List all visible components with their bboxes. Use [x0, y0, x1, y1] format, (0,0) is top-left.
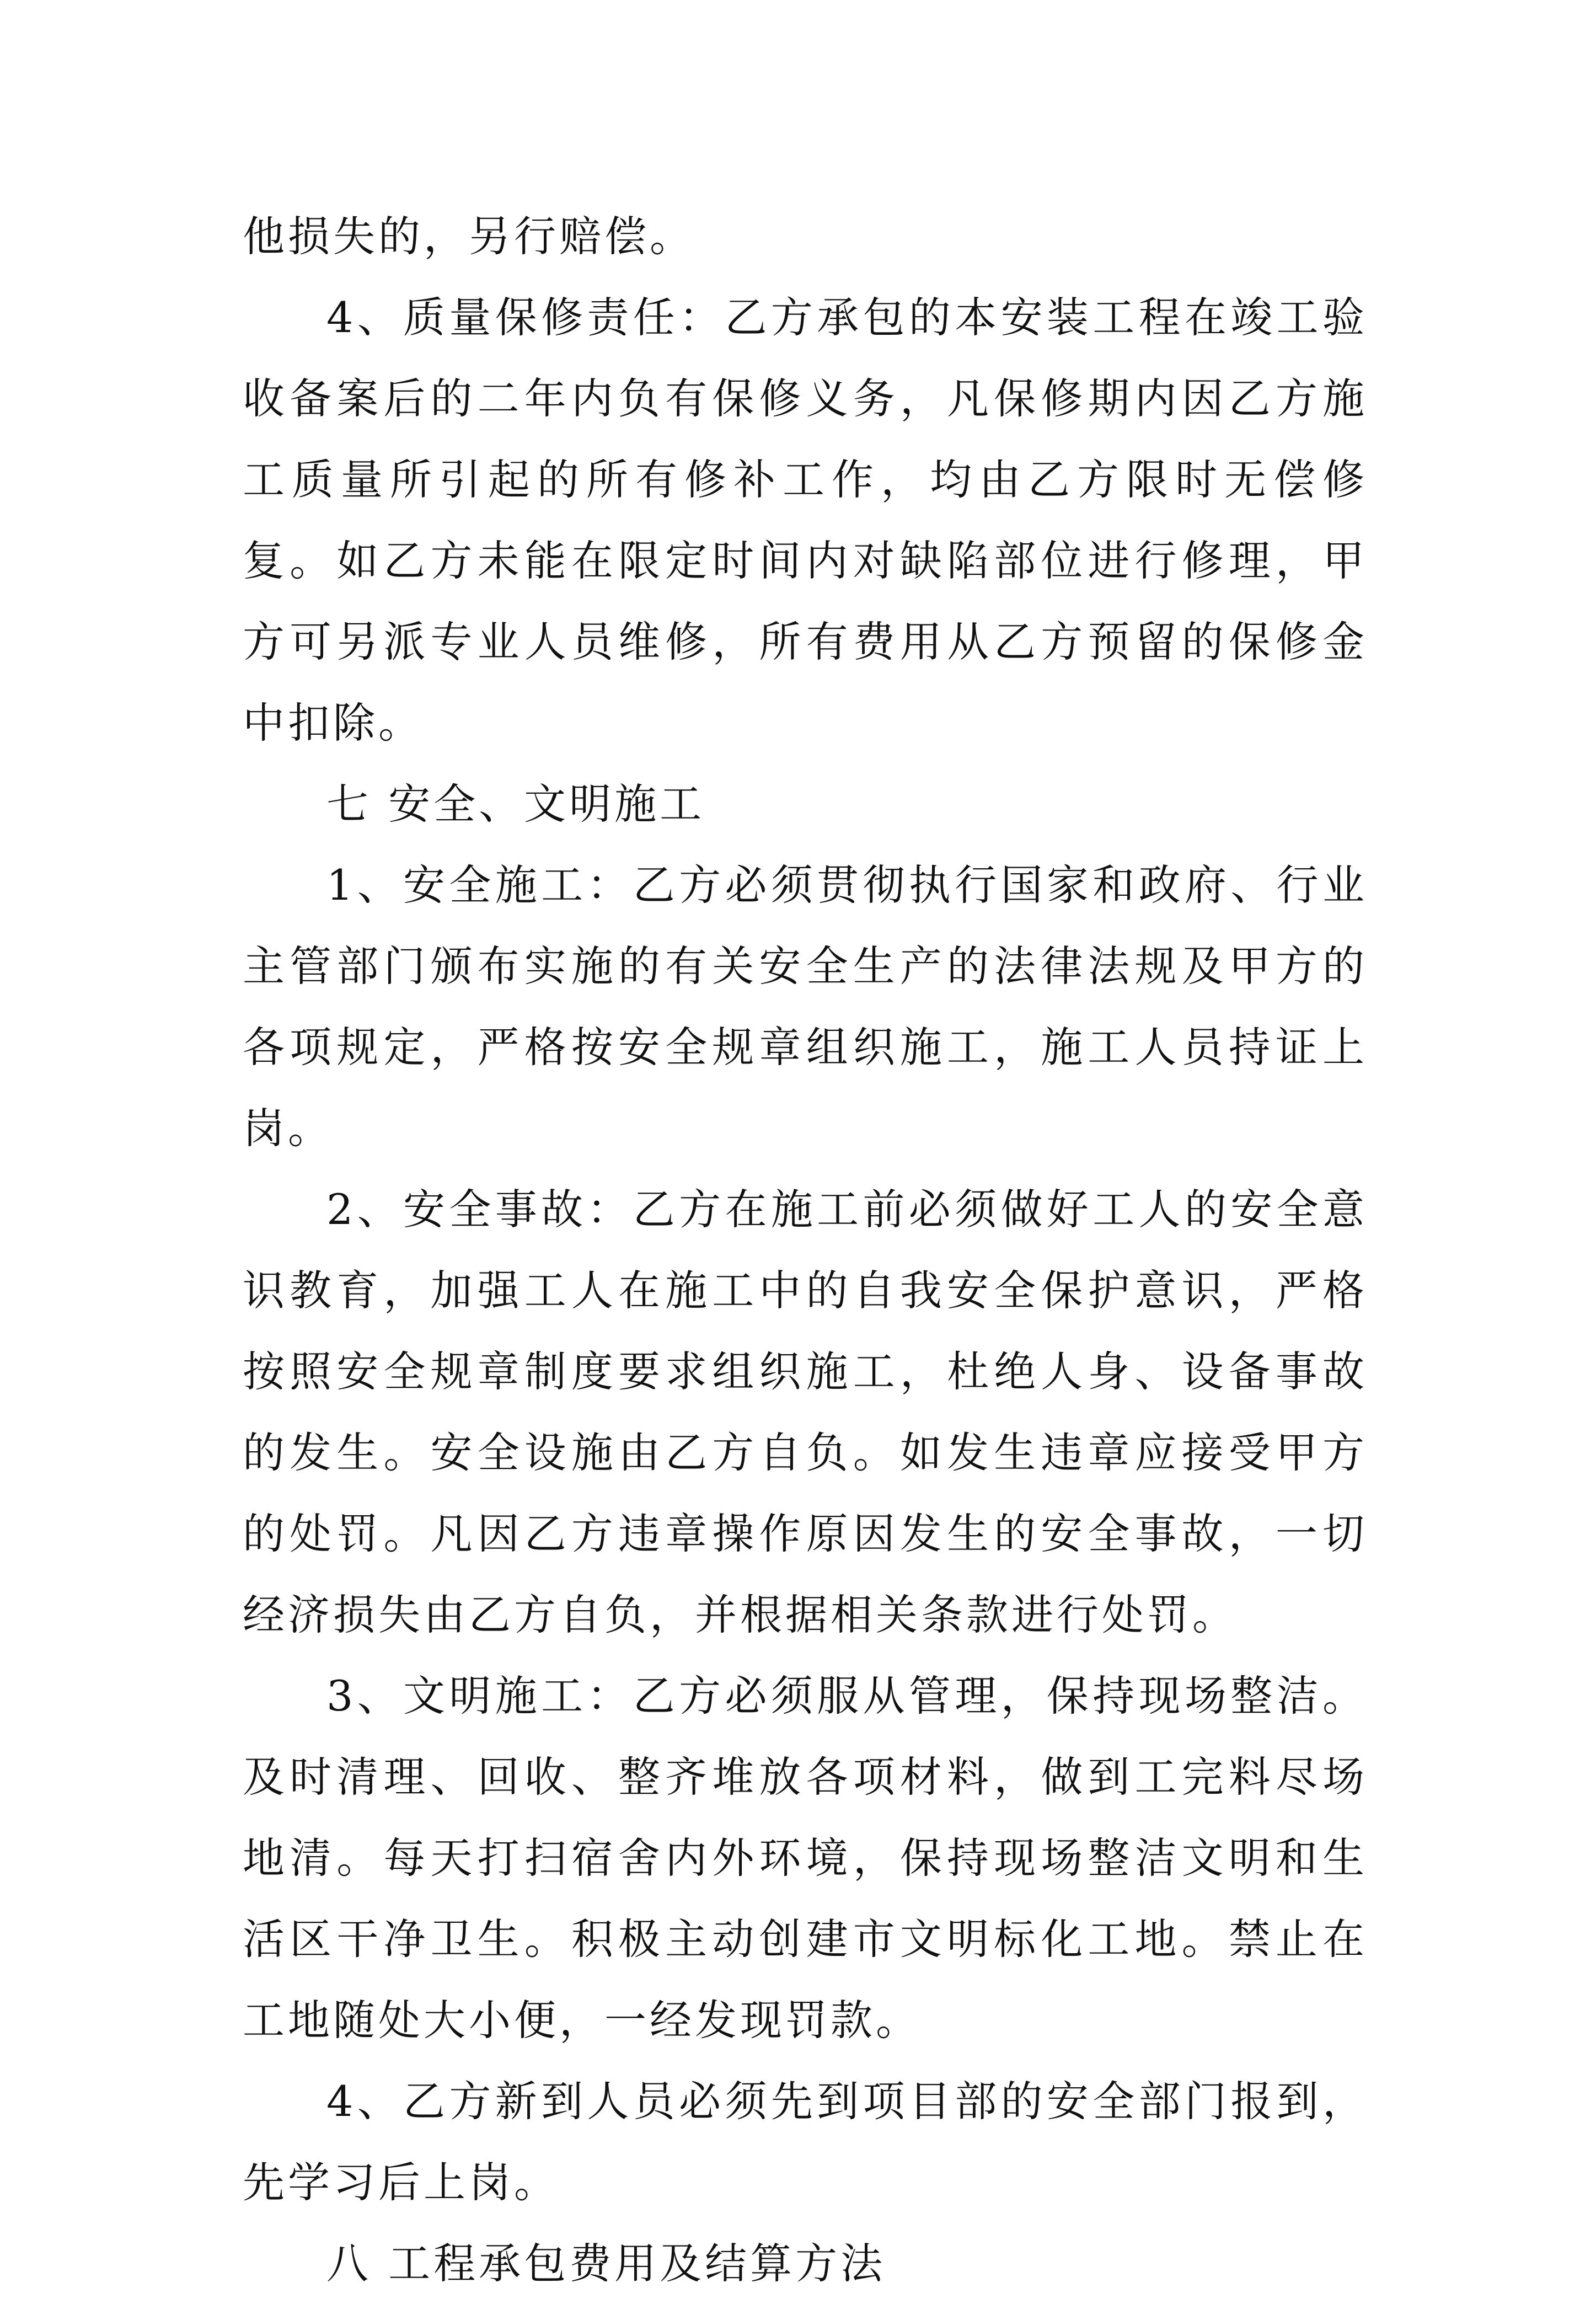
paragraph-quality-warranty: 4、质量保修责任：乙方承包的本安装工程在竣工验收备案后的二年内负有保修义务，凡保修期内因乙方施工质量所引起的所有修补工作，均由乙方限时无偿修复。如乙方未能在限定时间内对缺陷部位进行修理，甲方可另派专业人员维修，所有费用从乙方预留的保修金中扣除。: [243, 293, 1368, 747]
document-body: [243, 196, 1368, 2304]
paragraph-continuation: 他损失的，另行赔偿。: [243, 212, 695, 261]
paragraph-civilized-construction: 3、文明施工：乙方必须服从管理，保持现场整洁。及时清理、回收、整齐堆放各项材料，做到工完料尽场地清。每天打扫宿舍内外环境，保持现场整洁文明和生活区干净卫生。积极主动创建市文明标化工地。禁止在工地随处大小便，一经发现罚款。: [243, 1671, 1368, 2045]
paragraph-safe-construction: 1、安全施工：乙方必须贯彻执行国家和政府、行业主管部门颁布实施的有关安全生产的法律法规及甲方的各项规定，严格按安全规章组织施工，施工人员持证上岗。: [243, 860, 1368, 1153]
paragraph-new-staff: 4、乙方新到人员必须先到项目部的安全部门报到，先学习后上岗。: [243, 2077, 1368, 2207]
paragraph-safety-accident: 2、安全事故：乙方在施工前必须做好工人的安全意识教育，加强工人在施工中的自我安全保护意识，严格按照安全规章制度要求组织施工，杜绝人身、设备事故的发生。安全设施由乙方自负。如发生违章应接受甲方的处罚。凡因乙方违章操作原因发生的安全事故，一切经济损失由乙方自负，并根据相关条款进行处罚。: [243, 1185, 1368, 1639]
section-heading-safety: 七 安全、文明施工: [326, 779, 705, 828]
section-heading-cost-settlement: 八 工程承包费用及结算方法: [326, 2239, 886, 2288]
